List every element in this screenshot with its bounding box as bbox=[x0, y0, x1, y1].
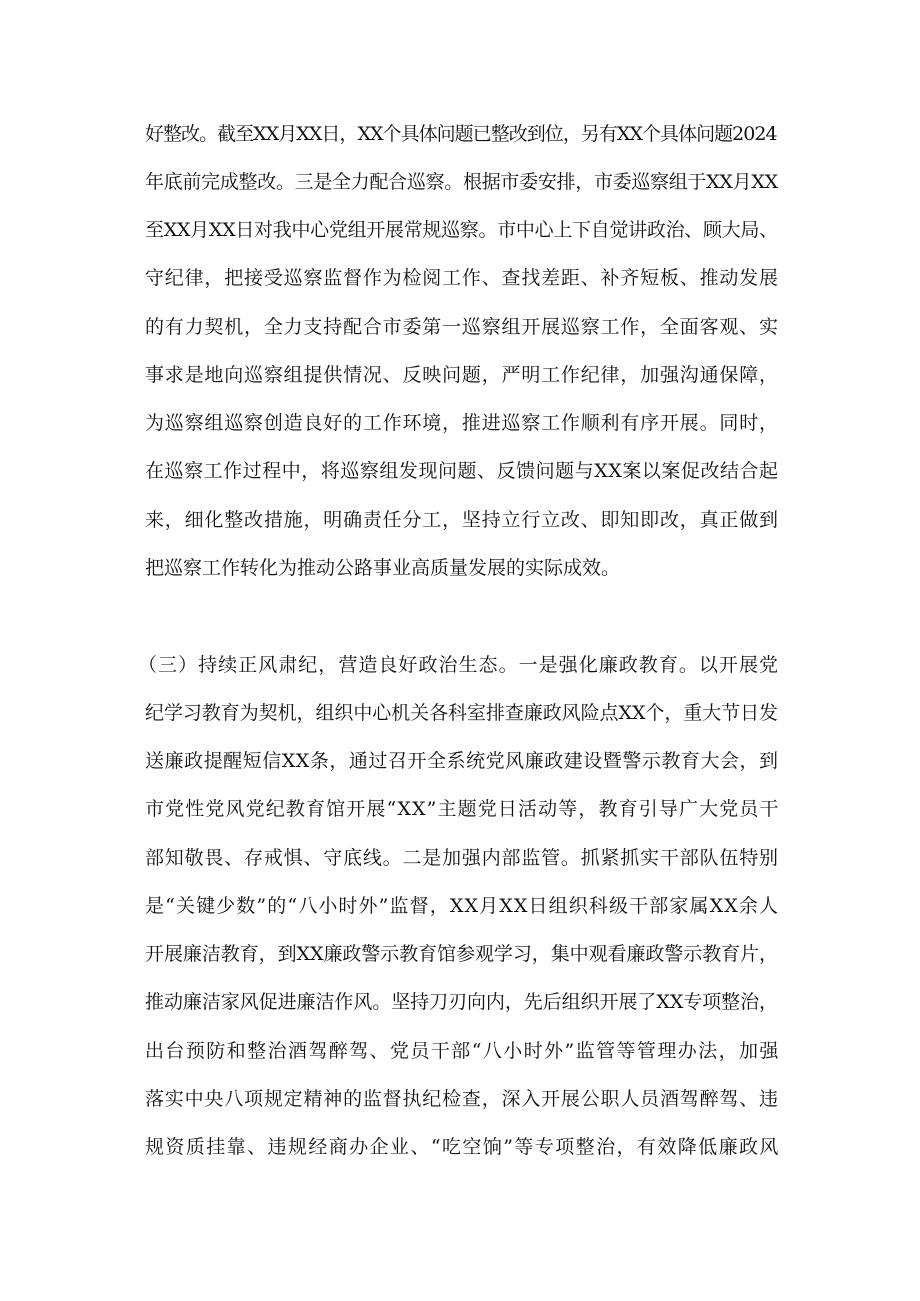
text-line: 规资质挂靠、违规经商办企业、“吃空饷”等专项整治，有效降低廉政风 bbox=[145, 1136, 780, 1158]
text-line: 开展廉洁教育，到XX廉政警示教育馆参观学习，集中观看廉政警示教育片， bbox=[145, 943, 778, 965]
section-heading-line: （三）持续正风肃纪，营造良好政治生态。一是强化廉政教育。以开展党 bbox=[138, 654, 780, 676]
text-line: 在巡察工作过程中，将巡察组发现问题、反馈问题与XX案以案促改结合起 bbox=[145, 460, 779, 482]
text-line: 落实中央八项规定精神的监督执纪检查，深入开展公职人员酒驾醉驾、违 bbox=[145, 1088, 779, 1110]
text-line: 事求是地向巡察组提供情况、反映问题，严明工作纪律，加强沟通保障， bbox=[145, 364, 779, 386]
text-line: 市党性党风党纪教育馆开展“XX”主题党日活动等，教育引导广大党员干 bbox=[145, 798, 780, 820]
text-line: 来，细化整改措施，明确责任分工，坚持立行立改、即知即改，真正做到 bbox=[145, 509, 779, 531]
text-line: 的有力契机，全力支持配合市委第一巡察组开展巡察工作，全面客观、实 bbox=[145, 316, 779, 338]
text-line: 送廉政提醒短信XX条，通过召开全系统党风廉政建设暨警示教育大会，到 bbox=[145, 750, 779, 772]
text-line: 是“关键少数”的“八小时外”监督，XX月XX日组织科级干部家属XX余人 bbox=[145, 895, 780, 917]
text-line: 把巡察工作转化为推动公路事业高质量发展的实际成效。 bbox=[145, 557, 621, 579]
text-line: 好整改。截至XX月XX日，XX个具体问题已整改到位，另有XX个具体问题2024 bbox=[145, 123, 777, 145]
text-line: 推动廉洁家风促进廉洁作风。坚持刀刃向内，先后组织开展了XX专项整治， bbox=[145, 991, 778, 1013]
text-line: 纪学习教育为契机，组织中心机关各科室排查廉政风险点XX个，重大节日发 bbox=[145, 702, 778, 724]
text-line: 为巡察组巡察创造良好的工作环境，推进巡察工作顺利有序开展。同时， bbox=[145, 412, 779, 434]
text-line: 部知敬畏、存戒惧、守底线。二是加强内部监管。抓紧抓实干部队伍特别 bbox=[145, 847, 779, 869]
text-line: 至XX月XX日对我中心党组开展常规巡察。市中心上下自觉讲政治、顾大局、 bbox=[145, 219, 778, 241]
text-line: 守纪律，把接受巡察监督作为检阅工作、查找差距、补齐短板、推动发展 bbox=[145, 267, 779, 289]
text-line: 出台预防和整治酒驾醉驾、党员干部“八小时外”监管等管理办法，加强 bbox=[145, 1040, 780, 1062]
text-line: 年底前完成整改。三是全力配合巡察。根据市委安排，市委巡察组于XX月XX bbox=[145, 171, 778, 193]
